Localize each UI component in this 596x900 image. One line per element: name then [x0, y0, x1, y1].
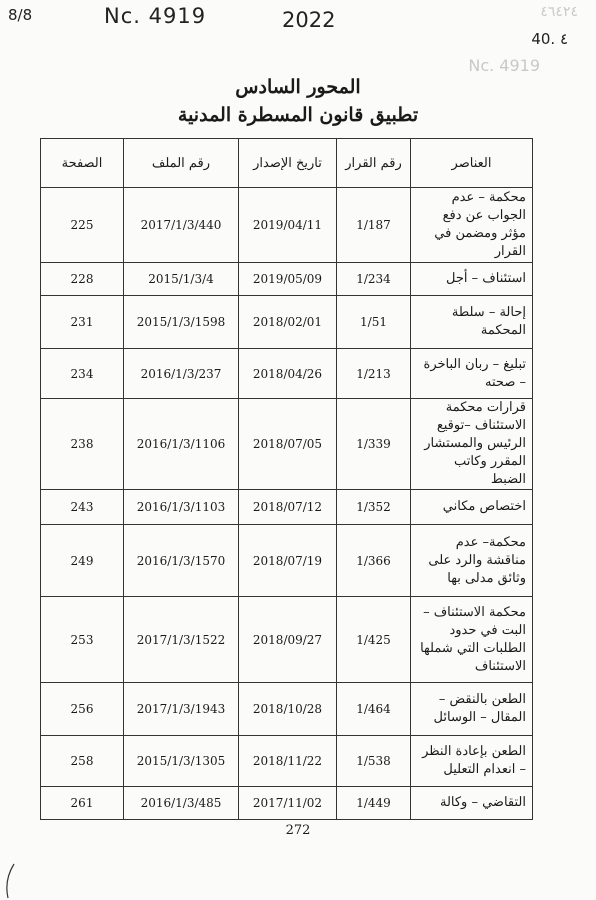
cell-issue-date: 2017/11/02 [239, 787, 337, 820]
cell-subject: الطعن بإعادة النظر – انعدام التعليل [411, 736, 533, 787]
cell-decision-number: 1/339 [337, 399, 411, 490]
cell-decision-number: 1/464 [337, 683, 411, 736]
handwritten-corner-note: 40. ٤ [531, 30, 568, 48]
cell-issue-date: 2018/09/27 [239, 597, 337, 683]
cell-decision-number: 1/366 [337, 525, 411, 597]
table-row [41, 683, 533, 736]
cell-decision-number: 1/538 [337, 736, 411, 787]
section-title: المحور السادس [235, 76, 361, 98]
cell-page: 228 [41, 263, 124, 296]
cell-subject: الطعن بالنقض – المقال – الوسائل [411, 683, 533, 736]
cell-file-number: 2017/1/3/1943 [124, 683, 239, 736]
cell-decision-number: 1/352 [337, 490, 411, 525]
cell-subject: محكمة الاستئناف – البت في حدود الطلبات التي شملها الاستئناف [411, 597, 533, 683]
cell-issue-date: 2019/05/09 [239, 263, 337, 296]
cell-issue-date: 2018/07/05 [239, 399, 337, 490]
cell-subject: اختصاص مكاني [411, 490, 533, 525]
page-number: 272 [285, 823, 311, 838]
cell-decision-number: 1/187 [337, 188, 411, 263]
cell-decision-number: 1/425 [337, 597, 411, 683]
table-row [41, 490, 533, 525]
corner-page-note: 8/8 [8, 6, 33, 24]
header-issue-date: تاريخ الإصدار [239, 139, 337, 188]
cell-decision-number: 1/449 [337, 787, 411, 820]
table-row [41, 296, 533, 349]
cell-file-number: 2015/1/3/1598 [124, 296, 239, 349]
cell-page: 243 [41, 490, 124, 525]
cell-issue-date: 2018/04/26 [239, 349, 337, 399]
cell-issue-date: 2018/07/12 [239, 490, 337, 525]
cell-issue-date: 2018/02/01 [239, 296, 337, 349]
table-row [41, 597, 533, 683]
table-row [41, 525, 533, 597]
cell-subject: تبليغ – ربان الباخرة – صحته [411, 349, 533, 399]
cell-file-number: 2017/1/3/440 [124, 188, 239, 263]
cell-file-number: 2015/1/3/4 [124, 263, 239, 296]
cell-file-number: 2016/1/3/1106 [124, 399, 239, 490]
cell-issue-date: 2018/07/19 [239, 525, 337, 597]
header-page: الصفحة [41, 139, 124, 188]
cell-subject: قرارات محكمة الاستئناف –توقيع الرئيس والمستشار المقرر وكاتب الضبط [411, 399, 533, 490]
cell-subject: محكمة– عدم مناقشة والرد على وثائق مدلى بها [411, 525, 533, 597]
cell-decision-number: 1/234 [337, 263, 411, 296]
cell-issue-date: 2018/10/28 [239, 683, 337, 736]
section-subtitle: تطبيق قانون المسطرة المدنية [177, 104, 419, 126]
cell-decision-number: 1/51 [337, 296, 411, 349]
cell-file-number: 2016/1/3/1103 [124, 490, 239, 525]
table-row [41, 263, 533, 296]
cell-file-number: 2016/1/3/1570 [124, 525, 239, 597]
cell-file-number: 2015/1/3/1305 [124, 736, 239, 787]
binding-edge-mark [0, 860, 20, 900]
bleed-through-text: ٤٦٤٢٤ [540, 4, 578, 20]
table-row [41, 736, 533, 787]
cell-page: 258 [41, 736, 124, 787]
cell-subject: التقاضي – وكالة [411, 787, 533, 820]
cell-issue-date: 2019/04/11 [239, 188, 337, 263]
cell-page: 249 [41, 525, 124, 597]
cell-subject: محكمة – عدم الجواب عن دفع مؤثر ومضمن في القرار [411, 188, 533, 263]
cell-page: 238 [41, 399, 124, 490]
cell-subject: استئناف – أجل [411, 263, 533, 296]
header-file-number: رقم الملف [124, 139, 239, 188]
cell-page: 231 [41, 296, 124, 349]
cell-page: 225 [41, 188, 124, 263]
cell-file-number: 2017/1/3/1522 [124, 597, 239, 683]
table-row [41, 349, 533, 399]
cell-subject: إحالة – سلطة المحكمة [411, 296, 533, 349]
handwritten-year: 2022 [282, 8, 336, 32]
table-row [41, 399, 533, 490]
decisions-table [40, 138, 533, 820]
table-header-row [41, 139, 533, 188]
cell-page: 253 [41, 597, 124, 683]
cell-page: 261 [41, 787, 124, 820]
cell-file-number: 2016/1/3/237 [124, 349, 239, 399]
cell-decision-number: 1/213 [337, 349, 411, 399]
table-row [41, 188, 533, 263]
bleed-through-reference: Nc. 4919 [468, 56, 540, 75]
cell-file-number: 2016/1/3/485 [124, 787, 239, 820]
cell-page: 256 [41, 683, 124, 736]
cell-issue-date: 2018/11/22 [239, 736, 337, 787]
cell-page: 234 [41, 349, 124, 399]
table-row [41, 787, 533, 820]
header-subject: العناصر [411, 139, 533, 188]
handwritten-reference-number: Nc. 4919 [104, 4, 207, 28]
header-decision-number: رقم القرار [337, 139, 411, 188]
